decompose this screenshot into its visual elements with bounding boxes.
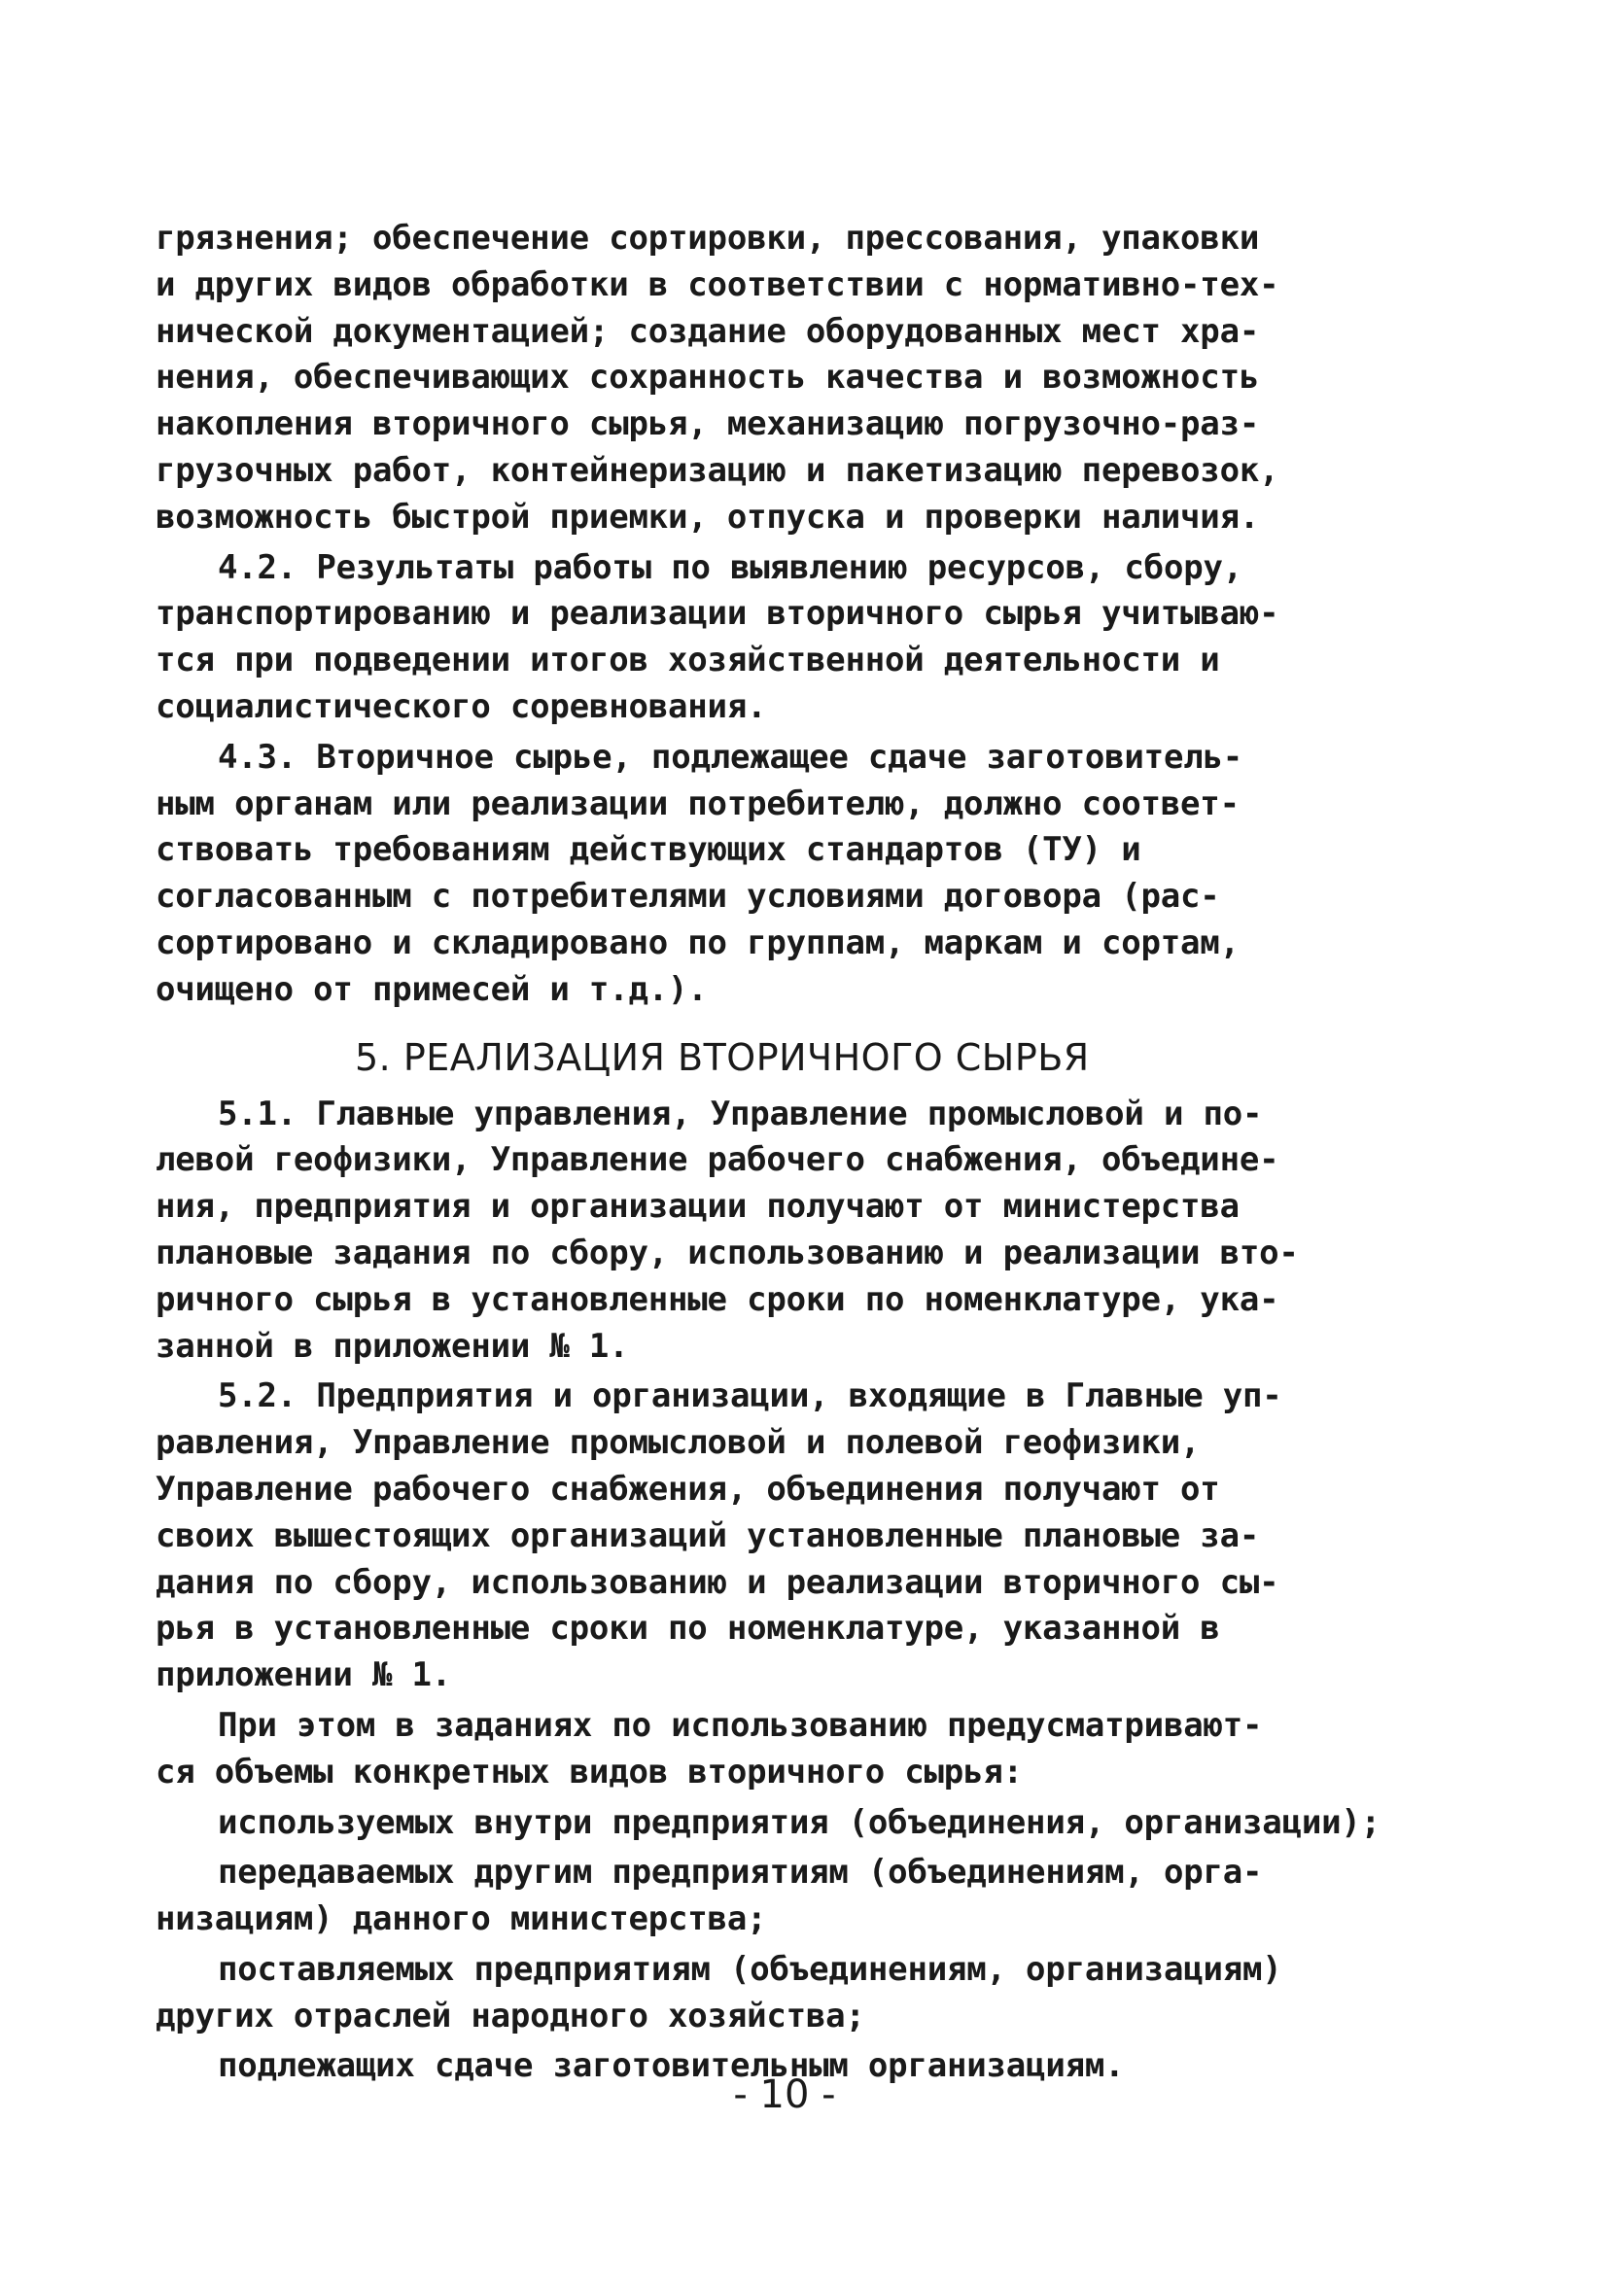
list-item-used-internally: используемых внутри предприятия (объединения, организации); <box>218 1802 1381 1842</box>
paragraph-4-3: 4.3. Вторичное сырье, подлежащее сдаче заготовитель- ным органам или реализации потребителю, должно соответ- ствовать требованиям действующих стандартов (ТУ) и согласованным с потребителями условиями договора (рас- сортировано и складировано по группам, маркам и сортам, очищено от примесей и т.д.). <box>156 737 1243 1009</box>
list-item-transferred-ministry: передаваемых другим предприятиям (объединениям, орга- низациям) данного министерства; <box>156 1853 1263 1939</box>
paragraph-continued: грязнения; обеспечение сортировки, прессования, упаковки и других видов обработки в соответствии с нормативно-тех- нической документацией; создание оборудованных мест хра- нения, обеспечивающих сохранность качества и возможность накопления вторичного сырья, механизацию погрузочно-раз- грузочных работ, контейнеризацию и пакетизацию перевозок, возможность быстрой приемки, отпуска и проверки наличия. <box>156 219 1279 537</box>
page-number: - 10 - <box>733 2072 836 2117</box>
section-heading: 5. РЕАЛИЗАЦИЯ ВТОРИЧНОГО СЫРЬЯ <box>355 1035 1090 1079</box>
paragraph-volumes-intro: При этом в заданиях по использованию предусматривают- ся объемы конкретных видов вторичного сырья: <box>156 1705 1263 1792</box>
document-page <box>156 216 1410 2094</box>
paragraph-4-2: 4.2. Результаты работы по выявлению ресурсов, сбору, транспортированию и реализации вторичного сырья учитываю- тся при подведении итогов хозяйственной деятельности и социалистического соревнования. <box>156 547 1279 726</box>
list-item-procurement-delivery: подлежащих сдаче заготовительным организациям. <box>218 2046 1125 2086</box>
list-item-supplied-other-sectors: поставляемых предприятиям (объединениям, организациям) других отраслей народного хозяйства; <box>156 1949 1282 2035</box>
paragraph-5-1: 5.1. Главные управления, Управление промысловой и по- левой геофизики, Управление рабочего снабжения, объедине- ния, предприятия и организации получают от министерства плановые задания по сбору, использованию и реализации вто- ричного сырья в установленные сроки по номенклатуре, ука- занной в приложении № 1. <box>156 1094 1299 1366</box>
paragraph-5-2: 5.2. Предприятия и организации, входящие в Главные уп- равления, Управление промысловой и полевой геофизики, Управление рабочего снабжения, объединения получают от своих вышестоящих организаций установленные плановые за- дания по сбору, использованию и реализации вторичного сы- рья в установленные сроки по номенклатуре, указанной в приложении № 1. <box>156 1376 1282 1695</box>
